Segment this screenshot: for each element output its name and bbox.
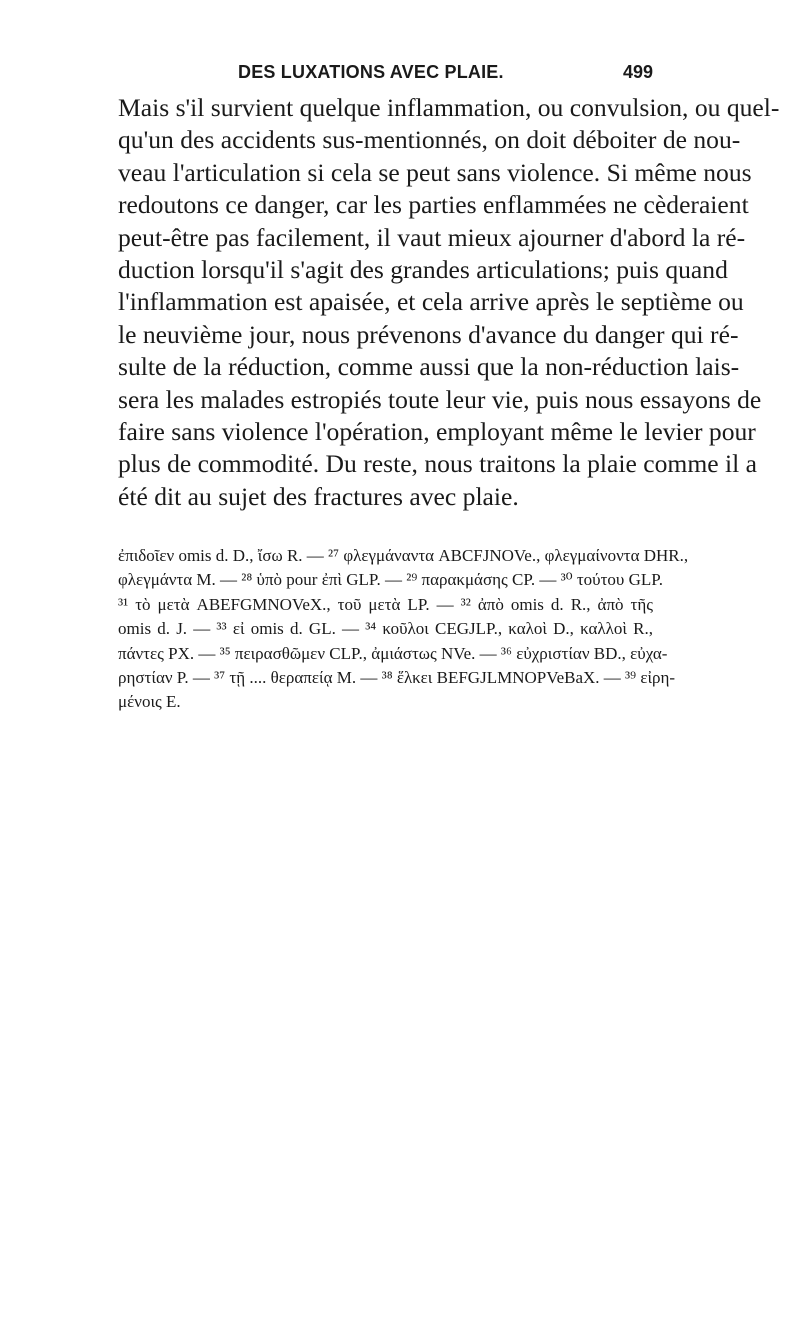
page-number: 499 [622,62,653,82]
note-line: φλεγμάντα M. — ²⁸ ὑπὸ pour ἐπὶ GLP. — ²⁹ παρακμάσης CP. — ³⁰ τούτου GLP. [118,570,664,590]
text-line: le neuvième jour, nous prévenons d'avance du danger qui ré- [118,319,739,349]
text-line: faire sans violence l'opération, employant même le levier pour [118,416,756,446]
main-text [118,92,780,513]
text-line: plus de commodité. Du reste, nous traitons la plaie comme il a [118,449,757,479]
text-line: redoutons ce danger, car les parties enflammées ne cèderaient [118,190,749,220]
running-title: DES LUXATIONS AVEC PLAIE. [238,62,504,82]
running-head [118,62,653,86]
note-line: ἐπιδοῖεν omis d. D., ἴσω R. — ²⁷ φλεγμάναντα ABCFJNOVe., φλεγμαίνοντα DHR., [118,546,689,565]
note-line: μένοις E. [118,692,181,712]
note-line: omis d. J. — ³³ εἰ omis d. GL. — ³⁴ κοῦλοι CEGJLP., καλοὶ D., καλλοὶ R., [118,619,653,639]
note-line: ρηστίαν P. — ³⁷ τῇ .... θεραπείᾳ M. — ³⁸ ἕλκει BEFGJLMNOPVeBaX. — ³⁹ εἰρη- [118,667,676,687]
text-line: veau l'articulation si cela se peut sans violence. Si même nous [118,157,752,187]
text-line: qu'un des accidents sus-mentionnés, on doit déboiter de nou- [118,125,741,155]
critical-apparatus-notes [118,544,689,715]
text-line: sulte de la réduction, comme aussi que la non-réduction lais- [118,352,740,382]
text-line: peut-être pas facilement, il vaut mieux ajourner d'abord la ré- [118,222,746,252]
text-line: duction lorsqu'il s'agit des grandes articulations; puis quand [118,254,728,284]
text-line: l'inflammation est apaisée, et cela arrive après le septième ou [118,287,744,317]
note-line: πάντες PX. — ³⁵ πειρασθῶμεν CLP., ἀμιάστως NVe. — ³⁶ εὐχριστίαν BD., εὐχα- [118,643,668,663]
text-line: été dit au sujet des fractures avec plaie. [118,481,519,511]
text-line: sera les malades estropiés toute leur vie, puis nous essayons de [118,384,762,414]
text-line: Mais s'il survient quelque inflammation, ou convulsion, ou quel- [118,93,780,122]
note-line: ³¹ τὸ μετὰ ABEFGMNOVeX., τοῦ μετὰ LP. — ³² ἀπὸ omis d. R., ἀπὸ τῆς [118,594,653,614]
